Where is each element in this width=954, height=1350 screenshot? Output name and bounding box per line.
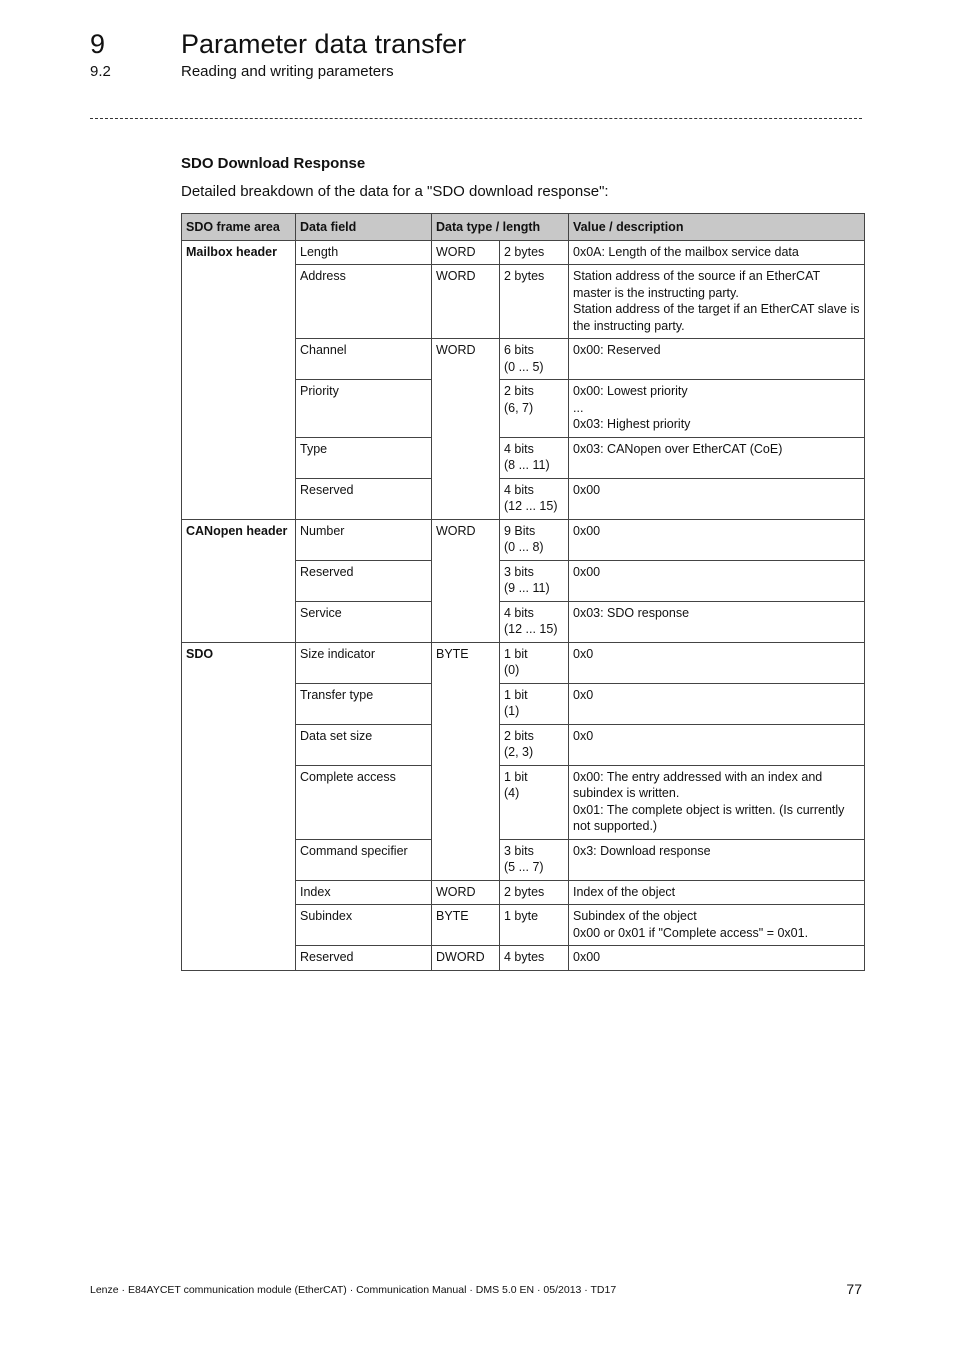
description-cell: 0x0: [569, 683, 865, 724]
intro-text: Detailed breakdown of the data for a "SDO download response":: [181, 183, 609, 200]
description-cell: 0x00: [569, 478, 865, 519]
length-cell: 1 bit (4): [500, 765, 569, 839]
data-type-cell: BYTE: [432, 905, 500, 946]
chapter-number: 9: [90, 29, 106, 59]
data-field-cell: Priority: [296, 380, 432, 438]
length-cell: 1 bit (0): [500, 642, 569, 683]
description-cell: 0x00: [569, 946, 865, 971]
section-number: 9.2: [90, 63, 111, 80]
description-cell: 0x00: [569, 519, 865, 560]
length-cell: 1 byte: [500, 905, 569, 946]
data-field-cell: Index: [296, 880, 432, 905]
chapter-title: Parameter data transfer: [181, 29, 467, 59]
frame-area-cell: Mailbox header: [182, 240, 296, 519]
description-cell: Station address of the source if an EtherCAT master is the instructing party. Station address of the target if an EtherCAT slave is the instructing party.: [569, 265, 865, 339]
description-cell: 0x00: The entry addressed with an index and subindex is written. 0x01: The complete object is written. (Is currently not supported.): [569, 765, 865, 839]
length-cell: 4 bytes: [500, 946, 569, 971]
description-cell: 0x0A: Length of the mailbox service data: [569, 240, 865, 265]
sdo-download-response-table: [181, 213, 865, 971]
data-field-cell: Transfer type: [296, 683, 432, 724]
description-cell: 0x03: CANopen over EtherCAT (CoE): [569, 437, 865, 478]
column-header: Data type / length: [432, 214, 569, 241]
length-cell: 3 bits (9 ... 11): [500, 560, 569, 601]
data-field-cell: Reserved: [296, 560, 432, 601]
length-cell: 3 bits (5 ... 7): [500, 839, 569, 880]
data-field-cell: Command specifier: [296, 839, 432, 880]
column-header: Value / description: [569, 214, 865, 241]
data-field-cell: Data set size: [296, 724, 432, 765]
data-field-cell: Reserved: [296, 478, 432, 519]
frame-area-cell: CANopen header: [182, 519, 296, 642]
description-cell: 0x00: Lowest priority ... 0x03: Highest priority: [569, 380, 865, 438]
data-type-cell: WORD: [432, 265, 500, 339]
length-cell: 2 bits (6, 7): [500, 380, 569, 438]
data-field-cell: Subindex: [296, 905, 432, 946]
length-cell: 2 bytes: [500, 240, 569, 265]
description-cell: Index of the object: [569, 880, 865, 905]
length-cell: 6 bits (0 ... 5): [500, 339, 569, 380]
data-field-cell: Channel: [296, 339, 432, 380]
description-cell: 0x0: [569, 724, 865, 765]
frame-area-cell: SDO: [182, 642, 296, 970]
table-row: [182, 240, 865, 265]
data-type-cell: WORD: [432, 339, 500, 520]
table-heading: SDO Download Response: [181, 155, 366, 172]
data-type-cell: WORD: [432, 240, 500, 265]
description-cell: 0x03: SDO response: [569, 601, 865, 642]
table-row: [182, 642, 865, 683]
page-number: 77: [846, 1281, 862, 1297]
data-type-cell: DWORD: [432, 946, 500, 971]
length-cell: 9 Bits (0 ... 8): [500, 519, 569, 560]
length-cell: 4 bits (12 ... 15): [500, 601, 569, 642]
table-row: [182, 519, 865, 560]
length-cell: 2 bits (2, 3): [500, 724, 569, 765]
data-field-cell: Length: [296, 240, 432, 265]
description-cell: 0x00: Reserved: [569, 339, 865, 380]
data-field-cell: Type: [296, 437, 432, 478]
header-divider: [90, 118, 862, 119]
data-type-cell: WORD: [432, 519, 500, 642]
length-cell: 4 bits (12 ... 15): [500, 478, 569, 519]
length-cell: 2 bytes: [500, 265, 569, 339]
length-cell: 1 bit (1): [500, 683, 569, 724]
column-header: Data field: [296, 214, 432, 241]
section-title: Reading and writing parameters: [181, 63, 394, 80]
description-cell: 0x00: [569, 560, 865, 601]
data-field-cell: Address: [296, 265, 432, 339]
footer-text: Lenze · E84AYCET communication module (EtherCAT) · Communication Manual · DMS 5.0 EN · 05/2013 · TD17: [90, 1284, 617, 1296]
description-cell: Subindex of the object 0x00 or 0x01 if "Complete access" = 0x01.: [569, 905, 865, 946]
data-field-cell: Complete access: [296, 765, 432, 839]
description-cell: 0x0: [569, 642, 865, 683]
data-field-cell: Service: [296, 601, 432, 642]
data-type-cell: WORD: [432, 880, 500, 905]
data-field-cell: Size indicator: [296, 642, 432, 683]
column-header: SDO frame area: [182, 214, 296, 241]
data-type-cell: BYTE: [432, 642, 500, 880]
table-header-row: [182, 214, 865, 241]
data-field-cell: Number: [296, 519, 432, 560]
length-cell: 2 bytes: [500, 880, 569, 905]
description-cell: 0x3: Download response: [569, 839, 865, 880]
length-cell: 4 bits (8 ... 11): [500, 437, 569, 478]
data-field-cell: Reserved: [296, 946, 432, 971]
